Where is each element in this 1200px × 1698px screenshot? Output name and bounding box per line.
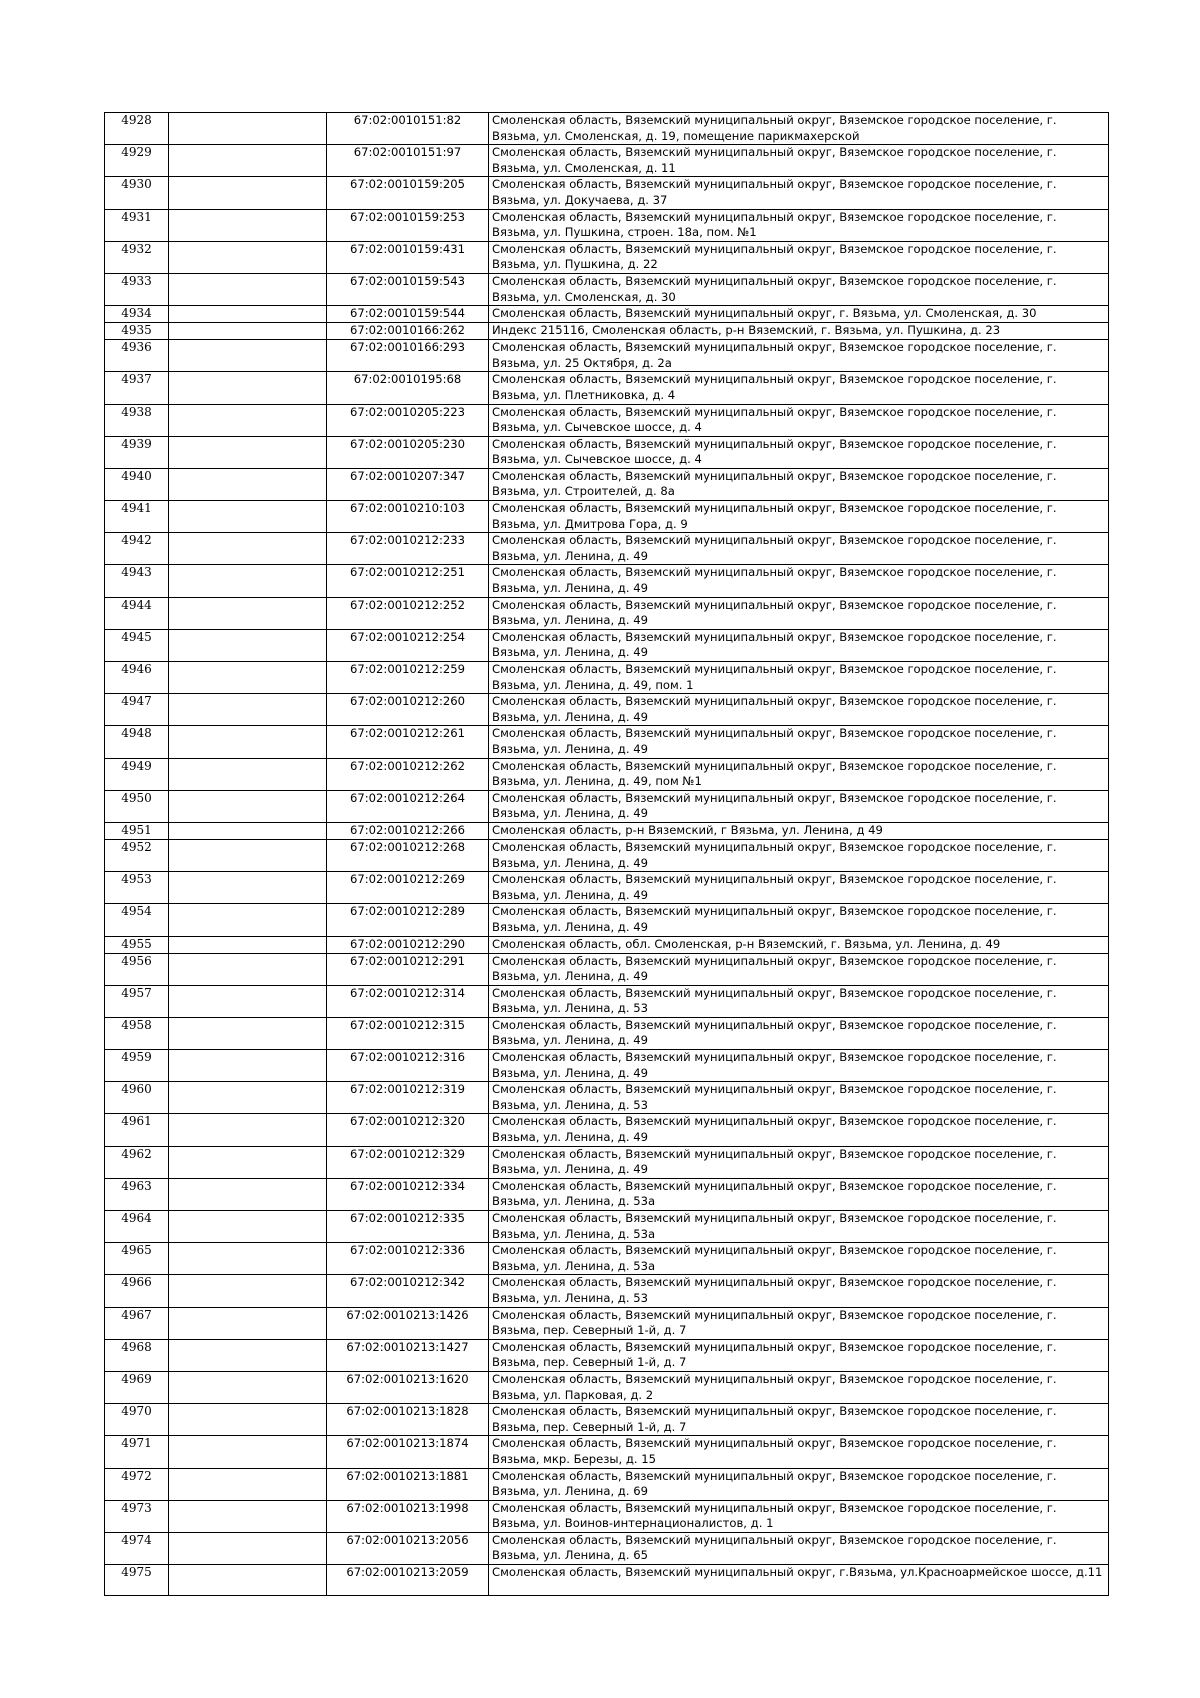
empty-cell <box>169 985 327 1017</box>
empty-cell <box>169 468 327 500</box>
address-cell: Смоленская область, Вяземский муниципальный округ, Вяземское городское поселение, г. Вязьма, ул. Строителей, д. 8а <box>489 468 1109 500</box>
table-row <box>105 985 1109 1017</box>
address-cell: Смоленская область, р-н Вяземский, г Вязьма, ул. Ленина, д 49 <box>489 822 1109 839</box>
table-row <box>105 1532 1109 1564</box>
empty-cell <box>169 306 327 323</box>
register-table-body <box>105 113 1109 1596</box>
table-row <box>105 758 1109 790</box>
address-cell: Смоленская область, Вяземский муниципальный округ, Вяземское городское поселение, г. Вязьма, ул. Ленина, д. 49 <box>489 1017 1109 1049</box>
address-cell: Смоленская область, Вяземский муниципальный округ, Вяземское городское поселение, г. Вязьма, ул. Ленина, д. 49 <box>489 533 1109 565</box>
row-number-cell: 4928 <box>105 113 169 145</box>
cadastral-number-cell: 67:02:0010151:97 <box>327 145 489 177</box>
register-table <box>104 112 1109 1596</box>
row-number-cell: 4942 <box>105 533 169 565</box>
table-row <box>105 904 1109 936</box>
address-cell: Смоленская область, Вяземский муниципальный округ, Вяземское городское поселение, г. Вязьма, ул. Ленина, д. 49 <box>489 872 1109 904</box>
cadastral-number-cell: 67:02:0010212:336 <box>327 1243 489 1275</box>
address-cell: Смоленская область, Вяземский муниципальный округ, Вяземское городское поселение, г. Вязьма, ул. Ленина, д. 53а <box>489 1178 1109 1210</box>
cadastral-number-cell: 67:02:0010213:1998 <box>327 1500 489 1532</box>
row-number-cell: 4936 <box>105 340 169 372</box>
cadastral-number-cell: 67:02:0010159:544 <box>327 306 489 323</box>
address-cell: Смоленская область, Вяземский муниципальный округ, Вяземское городское поселение, г. Вязьма, ул. Ленина, д. 69 <box>489 1468 1109 1500</box>
table-row <box>105 1114 1109 1146</box>
row-number-cell: 4939 <box>105 436 169 468</box>
address-cell: Смоленская область, Вяземский муниципальный округ, Вяземское городское поселение, г. Вязьма, пер. Северный 1-й, д. 7 <box>489 1307 1109 1339</box>
table-row <box>105 1468 1109 1500</box>
address-cell: Смоленская область, Вяземский муниципальный округ, Вяземское городское поселение, г. Вязьма, ул. Ленина, д. 65 <box>489 1532 1109 1564</box>
table-row <box>105 340 1109 372</box>
cadastral-number-cell: 67:02:0010212:266 <box>327 822 489 839</box>
row-number-cell: 4957 <box>105 985 169 1017</box>
cadastral-number-cell: 67:02:0010212:261 <box>327 726 489 758</box>
cadastral-number-cell: 67:02:0010212:269 <box>327 872 489 904</box>
row-number-cell: 4971 <box>105 1436 169 1468</box>
address-cell: Смоленская область, Вяземский муниципальный округ, Вяземское городское поселение, г. Вязьма, ул. Ленина, д. 49 <box>489 904 1109 936</box>
table-row <box>105 953 1109 985</box>
address-cell: Смоленская область, Вяземский муниципальный округ, Вяземское городское поселение, г. Вязьма, ул. Сычевское шоссе, д. 4 <box>489 404 1109 436</box>
empty-cell <box>169 209 327 241</box>
row-number-cell: 4973 <box>105 1500 169 1532</box>
address-cell: Смоленская область, Вяземский муниципальный округ, Вяземское городское поселение, г. Вязьма, ул. Ленина, д. 49 <box>489 953 1109 985</box>
table-row <box>105 1050 1109 1082</box>
row-number-cell: 4969 <box>105 1371 169 1403</box>
row-number-cell: 4938 <box>105 404 169 436</box>
cadastral-number-cell: 67:02:0010166:293 <box>327 340 489 372</box>
table-row <box>105 145 1109 177</box>
empty-cell <box>169 904 327 936</box>
table-row <box>105 839 1109 871</box>
row-number-cell: 4929 <box>105 145 169 177</box>
row-number-cell: 4975 <box>105 1565 169 1596</box>
cadastral-number-cell: 67:02:0010213:1427 <box>327 1339 489 1371</box>
address-cell: Смоленская область, Вяземский муниципальный округ, Вяземское городское поселение, г. Вязьма, ул. Ленина, д. 49 <box>489 790 1109 822</box>
table-row <box>105 177 1109 209</box>
address-cell: Смоленская область, Вяземский муниципальный округ, Вяземское городское поселение, г. Вязьма, ул. Ленина, д. 49, пом. 1 <box>489 662 1109 694</box>
row-number-cell: 4955 <box>105 936 169 953</box>
empty-cell <box>169 501 327 533</box>
address-cell: Смоленская область, Вяземский муниципальный округ, Вяземское городское поселение, г. Вязьма, ул. Воинов-интернационалистов, д. 1 <box>489 1500 1109 1532</box>
row-number-cell: 4970 <box>105 1404 169 1436</box>
row-number-cell: 4933 <box>105 273 169 305</box>
table-row <box>105 790 1109 822</box>
table-row <box>105 872 1109 904</box>
cadastral-number-cell: 67:02:0010212:289 <box>327 904 489 936</box>
address-cell: Смоленская область, Вяземский муниципальный округ, Вяземское городское поселение, г. Вязьма, ул. Смоленская, д. 19, помещение парикмахерской <box>489 113 1109 145</box>
cadastral-number-cell: 67:02:0010212:264 <box>327 790 489 822</box>
cadastral-number-cell: 67:02:0010213:1874 <box>327 1436 489 1468</box>
row-number-cell: 4945 <box>105 629 169 661</box>
empty-cell <box>169 1146 327 1178</box>
table-row <box>105 1404 1109 1436</box>
empty-cell <box>169 1371 327 1403</box>
row-number-cell: 4962 <box>105 1146 169 1178</box>
empty-cell <box>169 241 327 273</box>
empty-cell <box>169 1307 327 1339</box>
address-cell: Смоленская область, Вяземский муниципальный округ, Вяземское городское поселение, г. Вязьма, ул. Плетниковка, д. 4 <box>489 372 1109 404</box>
cadastral-number-cell: 67:02:0010213:2059 <box>327 1565 489 1596</box>
row-number-cell: 4952 <box>105 839 169 871</box>
row-number-cell: 4949 <box>105 758 169 790</box>
cadastral-number-cell: 67:02:0010212:316 <box>327 1050 489 1082</box>
row-number-cell: 4959 <box>105 1050 169 1082</box>
table-row <box>105 1243 1109 1275</box>
cadastral-number-cell: 67:02:0010212:291 <box>327 953 489 985</box>
table-row <box>105 533 1109 565</box>
address-cell: Смоленская область, Вяземский муниципальный округ, Вяземское городское поселение, г. Вязьма, ул. Парковая, д. 2 <box>489 1371 1109 1403</box>
row-number-cell: 4954 <box>105 904 169 936</box>
empty-cell <box>169 177 327 209</box>
cadastral-number-cell: 67:02:0010213:1426 <box>327 1307 489 1339</box>
empty-cell <box>169 1243 327 1275</box>
empty-cell <box>169 113 327 145</box>
table-row <box>105 1275 1109 1307</box>
cadastral-number-cell: 67:02:0010195:68 <box>327 372 489 404</box>
row-number-cell: 4972 <box>105 1468 169 1500</box>
empty-cell <box>169 936 327 953</box>
empty-cell <box>169 1436 327 1468</box>
row-number-cell: 4943 <box>105 565 169 597</box>
cadastral-number-cell: 67:02:0010213:1620 <box>327 1371 489 1403</box>
row-number-cell: 4963 <box>105 1178 169 1210</box>
row-number-cell: 4946 <box>105 662 169 694</box>
empty-cell <box>169 953 327 985</box>
empty-cell <box>169 1082 327 1114</box>
row-number-cell: 4931 <box>105 209 169 241</box>
empty-cell <box>169 790 327 822</box>
cadastral-number-cell: 67:02:0010212:268 <box>327 839 489 871</box>
address-cell: Смоленская область, Вяземский муниципальный округ, Вяземское городское поселение, г. Вязьма, ул. Ленина, д. 49, пом №1 <box>489 758 1109 790</box>
row-number-cell: 4944 <box>105 597 169 629</box>
address-cell: Смоленская область, Вяземский муниципальный округ, Вяземское городское поселение, г. Вязьма, ул. Ленина, д. 53а <box>489 1243 1109 1275</box>
cadastral-number-cell: 67:02:0010212:320 <box>327 1114 489 1146</box>
address-cell: Смоленская область, Вяземский муниципальный округ, Вяземское городское поселение, г. Вязьма, ул. Ленина, д. 53 <box>489 1275 1109 1307</box>
row-number-cell: 4950 <box>105 790 169 822</box>
row-number-cell: 4958 <box>105 1017 169 1049</box>
table-row <box>105 694 1109 726</box>
empty-cell <box>169 726 327 758</box>
cadastral-number-cell: 67:02:0010212:262 <box>327 758 489 790</box>
row-number-cell: 4934 <box>105 306 169 323</box>
empty-cell <box>169 1017 327 1049</box>
table-row <box>105 565 1109 597</box>
empty-cell <box>169 1275 327 1307</box>
address-cell: Смоленская область, Вяземский муниципальный округ, Вяземское городское поселение, г. Вязьма, ул. Ленина, д. 53 <box>489 985 1109 1017</box>
cadastral-number-cell: 67:02:0010212:342 <box>327 1275 489 1307</box>
row-number-cell: 4965 <box>105 1243 169 1275</box>
table-row <box>105 1178 1109 1210</box>
cadastral-number-cell: 67:02:0010212:315 <box>327 1017 489 1049</box>
address-cell: Смоленская область, Вяземский муниципальный округ, Вяземское городское поселение, г. Вязьма, ул. Ленина, д. 49 <box>489 1050 1109 1082</box>
cadastral-number-cell: 67:02:0010159:253 <box>327 209 489 241</box>
address-cell: Смоленская область, Вяземский муниципальный округ, Вяземское городское поселение, г. Вязьма, ул. Ленина, д. 49 <box>489 694 1109 726</box>
address-cell: Смоленская область, Вяземский муниципальный округ, Вяземское городское поселение, г. Вязьма, ул. Смоленская, д. 11 <box>489 145 1109 177</box>
empty-cell <box>169 822 327 839</box>
empty-cell <box>169 1468 327 1500</box>
table-row <box>105 1436 1109 1468</box>
address-cell: Смоленская область, Вяземский муниципальный округ, Вяземское городское поселение, г. Вязьма, ул. Докучаева, д. 37 <box>489 177 1109 209</box>
row-number-cell: 4940 <box>105 468 169 500</box>
row-number-cell: 4930 <box>105 177 169 209</box>
empty-cell <box>169 404 327 436</box>
address-cell: Смоленская область, Вяземский муниципальный округ, г.Вязьма, ул.Красноармейское шоссе, д.11 <box>489 1565 1109 1596</box>
address-cell: Смоленская область, Вяземский муниципальный округ, Вяземское городское поселение, г. Вязьма, ул. Ленина, д. 53а <box>489 1211 1109 1243</box>
empty-cell <box>169 372 327 404</box>
table-row <box>105 936 1109 953</box>
table-row <box>105 273 1109 305</box>
cadastral-number-cell: 67:02:0010151:82 <box>327 113 489 145</box>
address-cell: Смоленская область, Вяземский муниципальный округ, Вяземское городское поселение, г. Вязьма, пер. Северный 1-й, д. 7 <box>489 1339 1109 1371</box>
table-row <box>105 1017 1109 1049</box>
empty-cell <box>169 340 327 372</box>
empty-cell <box>169 1532 327 1564</box>
table-row <box>105 1211 1109 1243</box>
address-cell: Смоленская область, Вяземский муниципальный округ, Вяземское городское поселение, г. Вязьма, ул. Ленина, д. 49 <box>489 597 1109 629</box>
address-cell: Смоленская область, Вяземский муниципальный округ, Вяземское городское поселение, г. Вязьма, ул. Ленина, д. 53 <box>489 1082 1109 1114</box>
cadastral-number-cell: 67:02:0010212:252 <box>327 597 489 629</box>
cadastral-number-cell: 67:02:0010205:223 <box>327 404 489 436</box>
address-cell: Индекс 215116, Смоленская область, р-н Вяземский, г. Вязьма, ул. Пушкина, д. 23 <box>489 323 1109 340</box>
table-row <box>105 1146 1109 1178</box>
cadastral-number-cell: 67:02:0010212:334 <box>327 1178 489 1210</box>
cadastral-number-cell: 67:02:0010212:314 <box>327 985 489 1017</box>
empty-cell <box>169 533 327 565</box>
address-cell: Смоленская область, Вяземский муниципальный округ, Вяземское городское поселение, г. Вязьма, мкр. Березы, д. 15 <box>489 1436 1109 1468</box>
empty-cell <box>169 436 327 468</box>
empty-cell <box>169 839 327 871</box>
cadastral-number-cell: 67:02:0010159:543 <box>327 273 489 305</box>
table-row <box>105 372 1109 404</box>
cadastral-number-cell: 67:02:0010212:233 <box>327 533 489 565</box>
address-cell: Смоленская область, Вяземский муниципальный округ, Вяземское городское поселение, г. Вязьма, ул. Ленина, д. 49 <box>489 726 1109 758</box>
address-cell: Смоленская область, Вяземский муниципальный округ, Вяземское городское поселение, г. Вязьма, ул. 25 Октября, д. 2а <box>489 340 1109 372</box>
table-row <box>105 404 1109 436</box>
row-number-cell: 4960 <box>105 1082 169 1114</box>
address-cell: Смоленская область, Вяземский муниципальный округ, Вяземское городское поселение, г. Вязьма, ул. Пушкина, строен. 18а, пом. №1 <box>489 209 1109 241</box>
address-cell: Смоленская область, Вяземский муниципальный округ, Вяземское городское поселение, г. Вязьма, ул. Ленина, д. 49 <box>489 1114 1109 1146</box>
empty-cell <box>169 1211 327 1243</box>
table-row <box>105 1339 1109 1371</box>
address-cell: Смоленская область, Вяземский муниципальный округ, Вяземское городское поселение, г. Вязьма, пер. Северный 1-й, д. 7 <box>489 1404 1109 1436</box>
empty-cell <box>169 1565 327 1596</box>
row-number-cell: 4953 <box>105 872 169 904</box>
table-row <box>105 822 1109 839</box>
cadastral-number-cell: 67:02:0010212:319 <box>327 1082 489 1114</box>
cadastral-number-cell: 67:02:0010159:205 <box>327 177 489 209</box>
row-number-cell: 4967 <box>105 1307 169 1339</box>
row-number-cell: 4961 <box>105 1114 169 1146</box>
empty-cell <box>169 597 327 629</box>
cadastral-number-cell: 67:02:0010210:103 <box>327 501 489 533</box>
table-row <box>105 306 1109 323</box>
table-row <box>105 662 1109 694</box>
cadastral-number-cell: 67:02:0010212:260 <box>327 694 489 726</box>
address-cell: Смоленская область, Вяземский муниципальный округ, Вяземское городское поселение, г. Вязьма, ул. Смоленская, д. 30 <box>489 273 1109 305</box>
table-row <box>105 597 1109 629</box>
empty-cell <box>169 565 327 597</box>
row-number-cell: 4941 <box>105 501 169 533</box>
address-cell: Смоленская область, Вяземский муниципальный округ, Вяземское городское поселение, г. Вязьма, ул. Ленина, д. 49 <box>489 629 1109 661</box>
table-row <box>105 1082 1109 1114</box>
row-number-cell: 4935 <box>105 323 169 340</box>
empty-cell <box>169 662 327 694</box>
table-row <box>105 241 1109 273</box>
row-number-cell: 4956 <box>105 953 169 985</box>
row-number-cell: 4947 <box>105 694 169 726</box>
table-row <box>105 1371 1109 1403</box>
table-row <box>105 323 1109 340</box>
table-row <box>105 629 1109 661</box>
address-cell: Смоленская область, Вяземский муниципальный округ, Вяземское городское поселение, г. Вязьма, ул. Ленина, д. 49 <box>489 1146 1109 1178</box>
cadastral-number-cell: 67:02:0010212:329 <box>327 1146 489 1178</box>
empty-cell <box>169 1050 327 1082</box>
cadastral-number-cell: 67:02:0010213:1881 <box>327 1468 489 1500</box>
cadastral-number-cell: 67:02:0010159:431 <box>327 241 489 273</box>
row-number-cell: 4948 <box>105 726 169 758</box>
empty-cell <box>169 872 327 904</box>
cadastral-number-cell: 67:02:0010207:347 <box>327 468 489 500</box>
cadastral-number-cell: 67:02:0010166:262 <box>327 323 489 340</box>
address-cell: Смоленская область, Вяземский муниципальный округ, г. Вязьма, ул. Смоленская, д. 30 <box>489 306 1109 323</box>
empty-cell <box>169 145 327 177</box>
address-cell: Смоленская область, Вяземский муниципальный округ, Вяземское городское поселение, г. Вязьма, ул. Сычевское шоссе, д. 4 <box>489 436 1109 468</box>
table-row <box>105 113 1109 145</box>
cadastral-number-cell: 67:02:0010213:1828 <box>327 1404 489 1436</box>
cadastral-number-cell: 67:02:0010212:254 <box>327 629 489 661</box>
address-cell: Смоленская область, Вяземский муниципальный округ, Вяземское городское поселение, г. Вязьма, ул. Дмитрова Гора, д. 9 <box>489 501 1109 533</box>
empty-cell <box>169 273 327 305</box>
address-cell: Смоленская область, Вяземский муниципальный округ, Вяземское городское поселение, г. Вязьма, ул. Пушкина, д. 22 <box>489 241 1109 273</box>
address-cell: Смоленская область, Вяземский муниципальный округ, Вяземское городское поселение, г. Вязьма, ул. Ленина, д. 49 <box>489 565 1109 597</box>
table-row <box>105 1565 1109 1596</box>
cadastral-number-cell: 67:02:0010212:290 <box>327 936 489 953</box>
empty-cell <box>169 1114 327 1146</box>
cadastral-number-cell: 67:02:0010205:230 <box>327 436 489 468</box>
empty-cell <box>169 629 327 661</box>
row-number-cell: 4974 <box>105 1532 169 1564</box>
table-row <box>105 501 1109 533</box>
row-number-cell: 4932 <box>105 241 169 273</box>
row-number-cell: 4968 <box>105 1339 169 1371</box>
empty-cell <box>169 1339 327 1371</box>
cadastral-number-cell: 67:02:0010212:259 <box>327 662 489 694</box>
address-cell: Смоленская область, Вяземский муниципальный округ, Вяземское городское поселение, г. Вязьма, ул. Ленина, д. 49 <box>489 839 1109 871</box>
address-cell: Смоленская область, обл. Смоленская, р-н Вяземский, г. Вязьма, ул. Ленина, д. 49 <box>489 936 1109 953</box>
table-row <box>105 436 1109 468</box>
row-number-cell: 4964 <box>105 1211 169 1243</box>
row-number-cell: 4951 <box>105 822 169 839</box>
empty-cell <box>169 694 327 726</box>
empty-cell <box>169 1500 327 1532</box>
empty-cell <box>169 1178 327 1210</box>
row-number-cell: 4937 <box>105 372 169 404</box>
empty-cell <box>169 323 327 340</box>
empty-cell <box>169 1404 327 1436</box>
empty-cell <box>169 758 327 790</box>
table-row <box>105 209 1109 241</box>
table-row <box>105 468 1109 500</box>
cadastral-number-cell: 67:02:0010213:2056 <box>327 1532 489 1564</box>
table-row <box>105 1500 1109 1532</box>
cadastral-number-cell: 67:02:0010212:335 <box>327 1211 489 1243</box>
table-row <box>105 726 1109 758</box>
cadastral-number-cell: 67:02:0010212:251 <box>327 565 489 597</box>
table-row <box>105 1307 1109 1339</box>
row-number-cell: 4966 <box>105 1275 169 1307</box>
